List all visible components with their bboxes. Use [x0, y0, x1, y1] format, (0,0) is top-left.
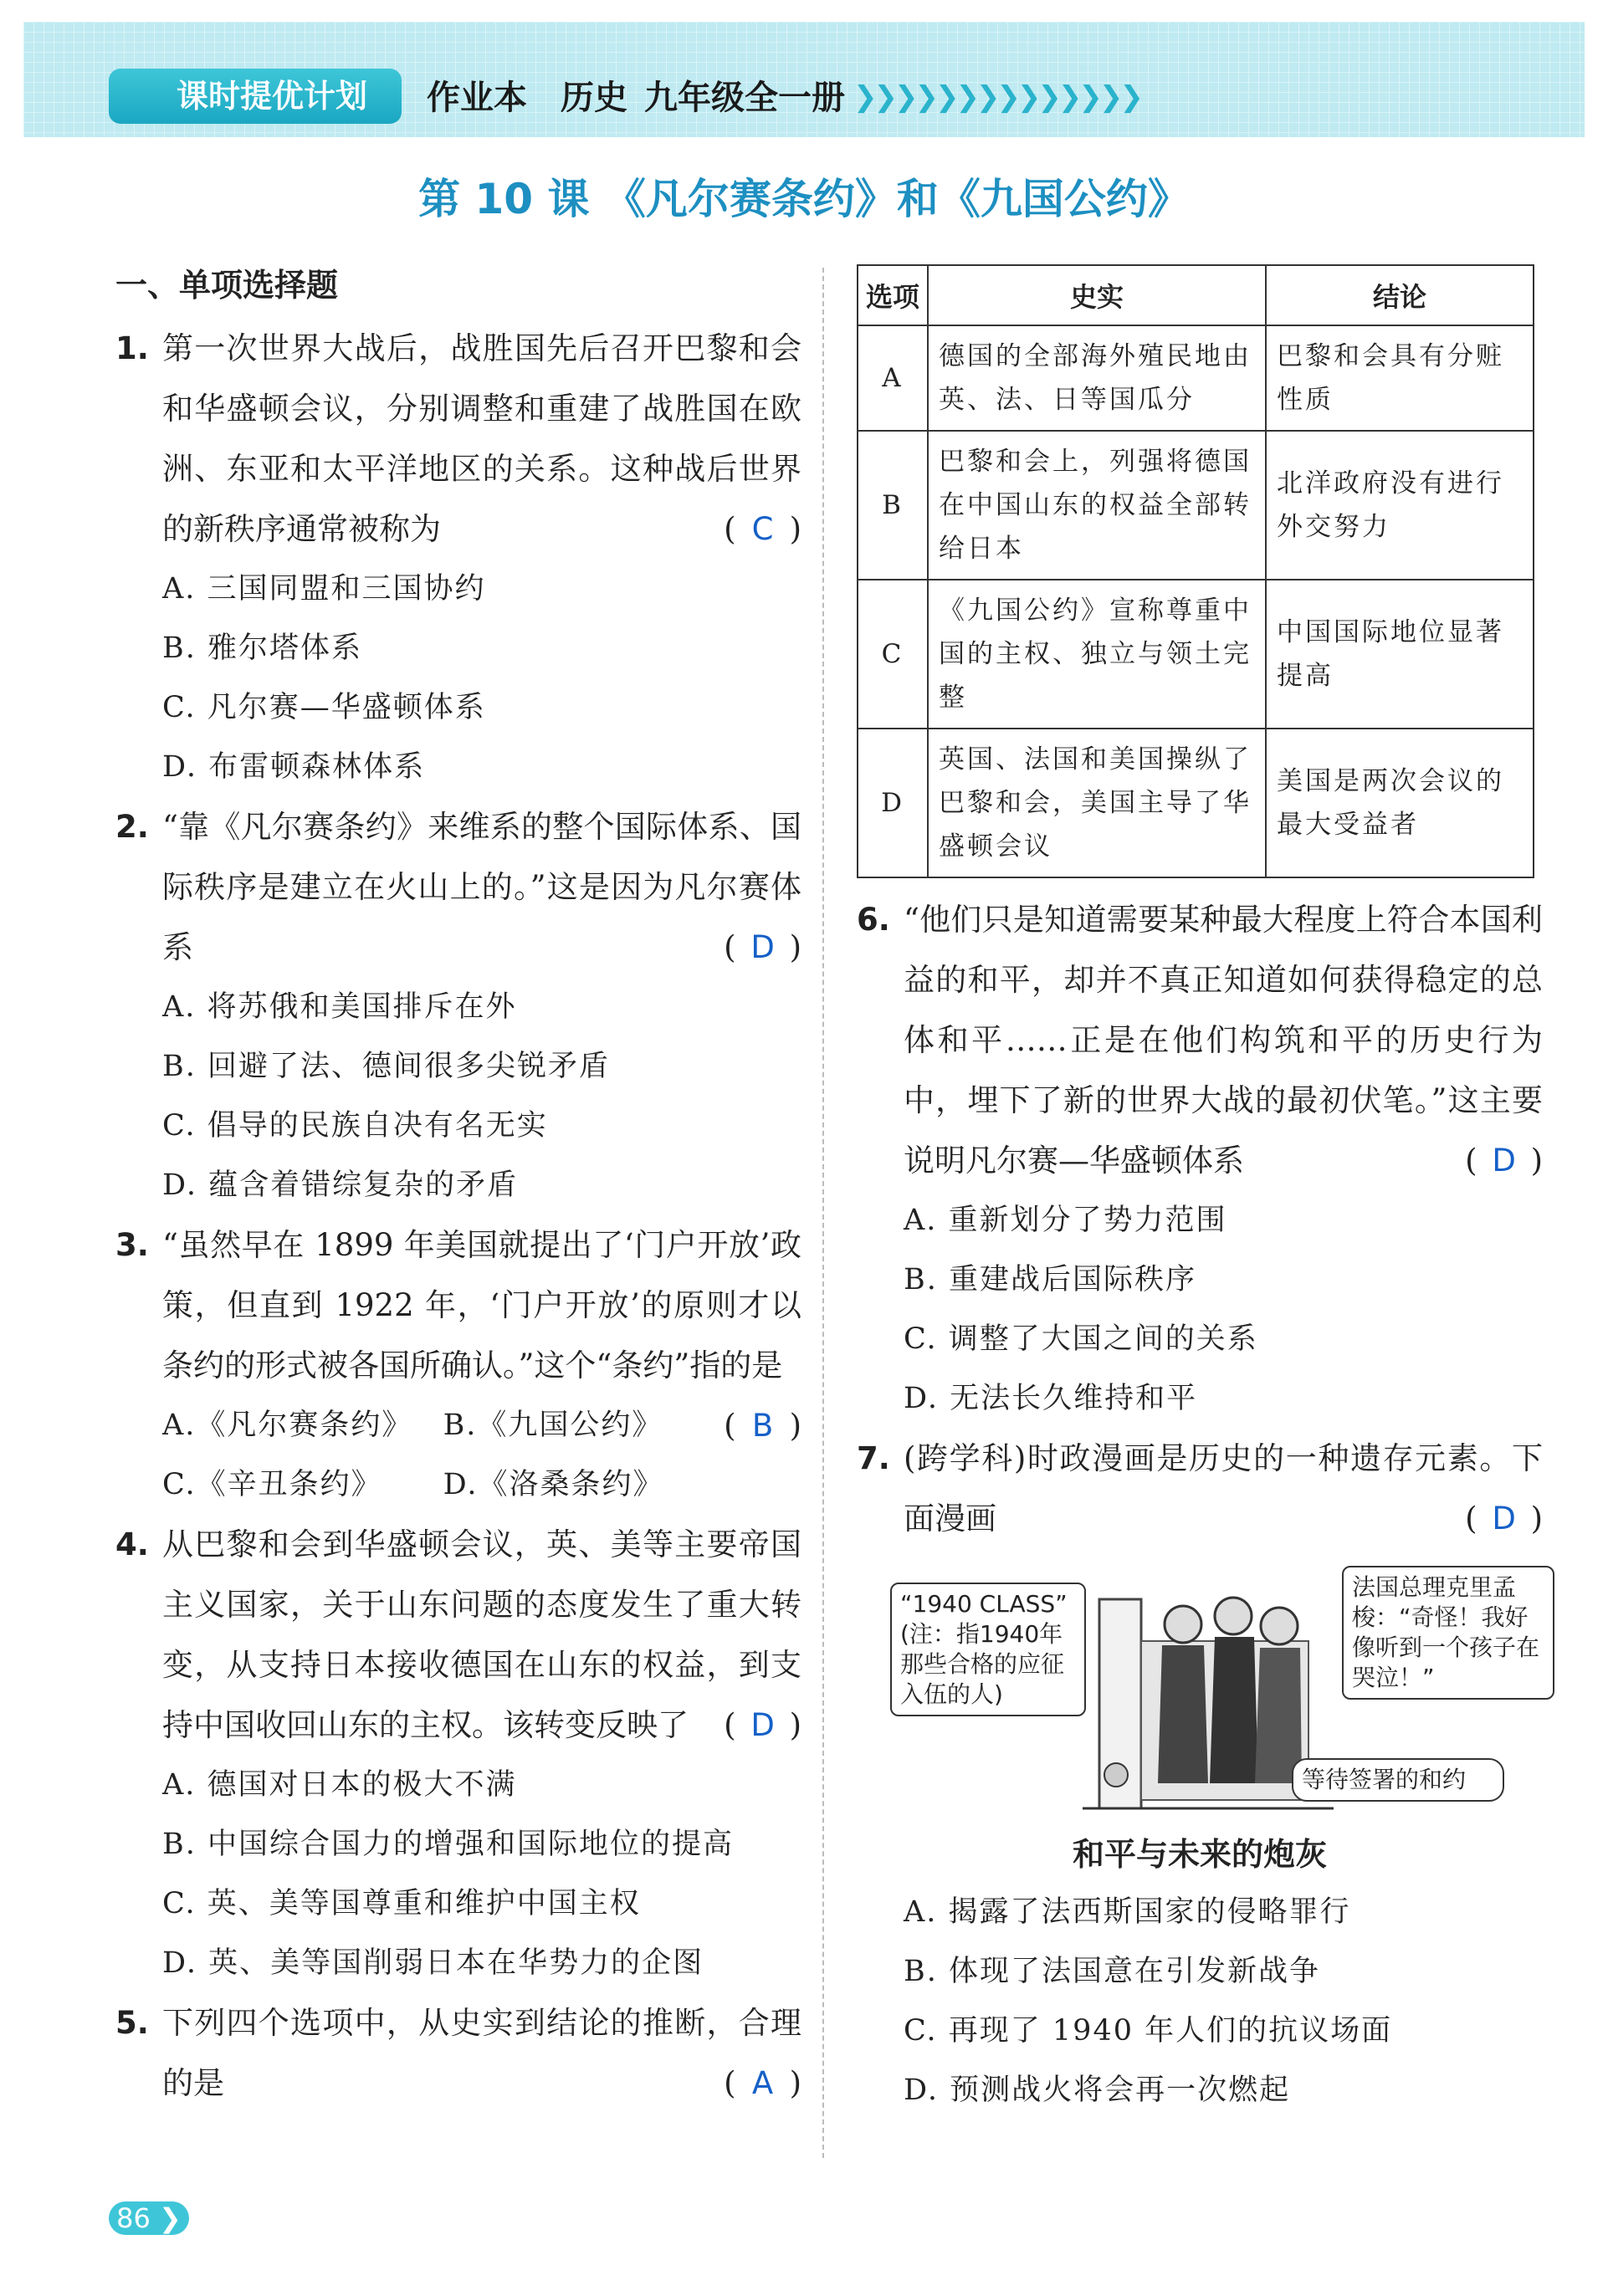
chevron-arrows-icon: ❯❯❯❯❯❯❯❯❯❯❯❯❯❯	[853, 80, 1140, 114]
question-1	[115, 319, 801, 560]
question-number: 1.	[115, 330, 149, 366]
left-column	[115, 259, 801, 2114]
question-5	[115, 1993, 801, 2114]
table-header-row	[858, 265, 1534, 325]
page-number-text: 86	[116, 2202, 151, 2234]
table-cell-conclusion: 美国是两次会议的最大受益者	[1266, 729, 1534, 877]
book-label: 作业本	[427, 79, 527, 117]
option: D. 布雷顿森林体系	[162, 750, 426, 784]
table-row	[858, 729, 1534, 877]
grade-label: 九年级全一册	[644, 79, 845, 117]
cartoon-caption-bottom: 等待签署的和约	[1292, 1758, 1504, 1802]
brand-text: 课时提优计划	[176, 78, 367, 115]
answer-bracket: ( D )	[724, 1695, 801, 1756]
question-text: “靠《凡尔赛条约》来维系的整个国际体系、国际秩序是建立在火山上的。”这是因为凡尔赛体系	[162, 809, 801, 965]
brand-label	[109, 69, 402, 124]
question-2	[115, 797, 801, 978]
option: A. 德国对日本的极大不满	[162, 1768, 517, 1802]
table-cell-conclusion: 北洋政府没有进行外交努力	[1266, 431, 1534, 580]
question-text: 下列四个选项中，从史实到结论的推断，合理的是	[162, 2005, 801, 2101]
table-cell-fact: 德国的全部海外殖民地由英、法、日等国瓜分	[928, 325, 1266, 431]
table-cell-option: B	[858, 431, 928, 580]
option-row	[115, 1455, 724, 1515]
table-cell-fact: 巴黎和会上，列强将德国在中国山东的权益全部转给日本	[928, 431, 1266, 580]
question-number: 4.	[115, 1526, 149, 1562]
table-cell-fact: 英国、法国和美国操纵了巴黎和会，美国主导了华盛顿会议	[928, 729, 1266, 877]
question-text: (跨学科)时政漫画是历史的一种遗存元素。下面漫画	[904, 1440, 1543, 1537]
answer-bracket: ( D )	[1465, 1131, 1543, 1191]
question-number: 6.	[857, 902, 890, 938]
option: D.《洛桑条约》	[443, 1468, 664, 1501]
cartoon-caption-left: “1940 CLASS” (注：指1940年那些合格的应征入伍的人)	[890, 1583, 1086, 1716]
answer-value: D	[1492, 1501, 1516, 1537]
option: D. 蕴含着错综复杂的矛盾	[162, 1168, 519, 1202]
cartoon-caption-right: 法国总理克里孟梭：“奇怪！我好像听到一个孩子在哭泣！”	[1342, 1566, 1554, 1700]
question-6	[857, 890, 1543, 1191]
political-cartoon	[890, 1566, 1540, 1817]
option: B.《九国公约》	[443, 1409, 663, 1442]
question-text: 第一次世界大战后，战胜国先后召开巴黎和会和华盛顿会议，分别调整和重建了战胜国在欧洲、东亚和太平洋地区的关系。这种战后世界的新秩序通常被称为	[162, 330, 801, 547]
table-header: 史实	[928, 265, 1266, 325]
answer-value: C	[751, 511, 774, 547]
option: C. 倡导的民族自决有名无实	[162, 1109, 548, 1143]
question-text: 从巴黎和会到华盛顿会议，英、美等主要帝国主义国家，关于山东问题的态度发生了重大转变，从支持日本接收德国在山东的权益，到支持中国收回山东的主权。该转变反映了	[162, 1526, 801, 1743]
option: A. 重新划分了势力范围	[904, 1204, 1227, 1237]
option: C. 英、美等国尊重和维护中国主权	[162, 1887, 641, 1920]
page-title: 第 10 课 《凡尔赛条约》和《九国公约》	[418, 175, 1190, 223]
answer-bracket: ( D )	[1465, 1489, 1543, 1549]
question-4	[115, 1515, 801, 1756]
table-row	[858, 431, 1534, 580]
option-row	[115, 1396, 724, 1455]
table-header: 选项	[858, 265, 928, 325]
table-row	[858, 325, 1534, 431]
option: B. 重建战后国际秩序	[904, 1263, 1196, 1296]
answer-value: A	[751, 2065, 774, 2101]
table-cell-fact: 《九国公约》宣称尊重中国的主权、独立与领土完整	[928, 580, 1266, 729]
option: A. 将苏俄和美国排斥在外	[162, 990, 517, 1024]
page-number: 86 ❯	[109, 2201, 189, 2235]
answer-bracket: ( B )	[724, 1396, 801, 1456]
option: B. 雅尔塔体系	[162, 632, 362, 665]
question-text: “虽然早在 1899 年美国就提出了‘门户开放’政策，但直到 1922 年，‘门户开放’的原则才以条约的形式被各国所确认。”这个“条约”指的是	[162, 1227, 801, 1383]
facts-table	[857, 264, 1534, 878]
question-text: “他们只是知道需要某种最大程度上符合本国利益的和平，却并不真正知道如何获得稳定的总体和平……正是在他们构筑和平的历史行为中，埋下了新的世界大战的最初伏笔。”这主要说明凡尔赛—华盛顿体系	[904, 902, 1543, 1179]
option: A.《凡尔赛条约》	[162, 1409, 413, 1442]
column-divider	[822, 268, 824, 2158]
option: A. 揭露了法西斯国家的侵略罪行	[904, 1895, 1351, 1929]
answer-value: D	[1492, 1143, 1516, 1179]
section-title: 一、单项选择题	[115, 267, 339, 304]
answer-bracket: ( A )	[724, 2053, 801, 2114]
answer-bracket: ( D )	[724, 918, 801, 978]
answer-bracket: ( C )	[724, 499, 801, 560]
option: B. 中国综合国力的增强和国际地位的提高	[162, 1828, 734, 1861]
option: C. 再现了 1940 年人们的抗议场面	[904, 2014, 1393, 2048]
option: B. 回避了法、德间很多尖锐矛盾	[162, 1050, 610, 1083]
answer-value: D	[750, 929, 775, 965]
table-row	[858, 580, 1534, 729]
right-column	[857, 259, 1543, 2120]
option: C.《辛丑条约》	[162, 1468, 382, 1501]
option: C. 调整了大国之间的关系	[904, 1322, 1258, 1356]
option: D. 预测战火将会再一次燃起	[904, 2074, 1291, 2107]
option: C. 凡尔赛—华盛顿体系	[162, 691, 486, 724]
option: A. 三国同盟和三国协约	[162, 572, 486, 606]
answer-value: D	[750, 1707, 775, 1743]
answer-value: B	[751, 1408, 774, 1444]
table-header: 结论	[1266, 265, 1534, 325]
question-number: 5.	[115, 2005, 149, 2041]
table-cell-option: D	[858, 729, 928, 877]
cartoon-title: 和平与未来的炮灰	[1072, 1836, 1327, 1873]
table-cell-option: C	[858, 580, 928, 729]
question-number: 3.	[115, 1227, 149, 1263]
option: D. 英、美等国削弱日本在华势力的企图	[162, 1946, 704, 1980]
question-number: 7.	[857, 1440, 890, 1476]
option: D. 无法长久维持和平	[904, 1382, 1198, 1415]
question-7	[857, 1429, 1543, 1549]
question-number: 2.	[115, 809, 149, 845]
subject-label: 历史	[561, 79, 627, 117]
option: B. 体现了法国意在引发新战争	[904, 1955, 1320, 1988]
table-cell-conclusion: 巴黎和会具有分赃性质	[1266, 325, 1534, 431]
table-cell-option: A	[858, 325, 928, 431]
table-cell-conclusion: 中国国际地位显著提高	[1266, 580, 1534, 729]
